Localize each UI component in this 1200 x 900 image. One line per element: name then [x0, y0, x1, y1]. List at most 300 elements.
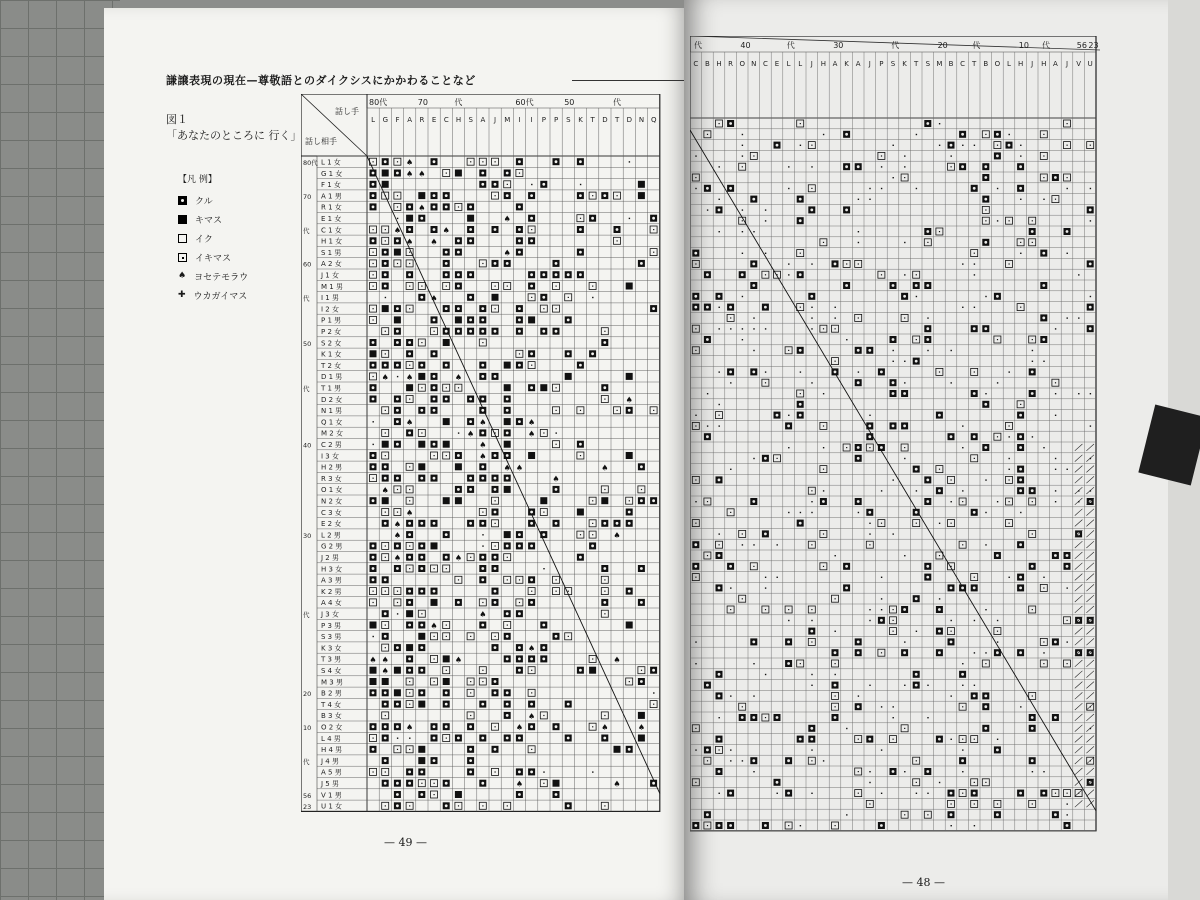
kuru-mark-hole — [764, 824, 767, 827]
ikimasu-mark-dot — [421, 286, 422, 287]
ikimasu-mark-dot — [373, 308, 374, 309]
ikimasu-mark-dot — [811, 490, 812, 491]
kimasu-mark — [553, 780, 560, 787]
dot-mark — [742, 760, 743, 761]
kuru-mark-hole — [518, 737, 521, 740]
side-age-label: 10 — [303, 724, 312, 732]
kuru-mark-hole — [616, 228, 619, 231]
ikimasu-mark-dot — [373, 252, 374, 253]
ikimasu-mark-dot — [1032, 609, 1033, 610]
dot-mark — [835, 307, 836, 308]
kuru-mark-hole — [408, 432, 411, 435]
dot-mark — [927, 685, 928, 686]
kuru-mark-hole — [1031, 716, 1034, 719]
ikimasu-mark-dot — [719, 123, 720, 124]
dot-mark — [730, 328, 731, 329]
kuru-mark-hole — [1031, 565, 1034, 568]
kuru-mark-hole — [834, 716, 837, 719]
kuru-mark-hole — [1031, 371, 1034, 374]
ikimasu-mark-dot — [397, 591, 398, 592]
kuru-mark-hole — [926, 327, 929, 330]
ikimasu-mark-dot — [385, 591, 386, 592]
dot-mark — [1043, 361, 1044, 362]
kuru-mark-hole — [420, 669, 423, 672]
dot-mark — [869, 609, 870, 610]
column-head: R — [419, 116, 425, 124]
ikimasu-mark-dot — [617, 410, 618, 411]
ikimasu-mark-dot — [604, 805, 605, 806]
ikimasu-mark-dot — [556, 579, 557, 580]
ikimasu-mark-dot — [742, 598, 743, 599]
kuru-mark-hole — [834, 263, 837, 266]
kuru-mark-hole — [372, 341, 375, 344]
row-label: C 2 男 — [321, 441, 342, 449]
ikimasu-mark-dot — [592, 726, 593, 727]
kuru-mark-hole — [530, 511, 533, 514]
kuru-mark-hole — [555, 725, 558, 728]
kuru-mark-hole — [555, 635, 558, 638]
kuru-mark-hole — [433, 522, 436, 525]
kuru-mark-hole — [752, 759, 755, 762]
kuru-mark-hole — [694, 543, 697, 546]
ikimasu-mark-dot — [1067, 177, 1068, 178]
dot-mark — [1055, 490, 1056, 491]
kuru-mark-hole — [372, 691, 375, 694]
ikimasu-mark-dot — [985, 209, 986, 210]
kuru-mark-hole — [530, 217, 533, 220]
row-label: D 2 女 — [321, 395, 343, 404]
column-head: C — [762, 60, 768, 68]
kuru-mark-hole — [433, 477, 436, 480]
slash-mark — [1086, 530, 1094, 537]
kuru-mark-hole — [396, 398, 399, 401]
slash-mark — [1086, 520, 1094, 527]
kuru-mark-hole — [481, 624, 484, 627]
column-head: B — [983, 60, 989, 68]
yosetemorau-mark: ♠ — [406, 158, 414, 168]
kuru-mark-hole — [384, 635, 387, 638]
kuru-mark-hole — [469, 319, 472, 322]
kuru-mark-hole — [926, 338, 929, 341]
ikimasu-mark-dot — [719, 749, 720, 750]
ikimasu-mark-dot — [385, 545, 386, 546]
age-group-label: 10 — [1018, 41, 1029, 50]
kuru-mark-hole — [903, 392, 906, 395]
yosetemorau-mark: ♠ — [369, 655, 377, 665]
corner-label-listener: 話し相手 — [305, 137, 337, 146]
ikimasu-mark-dot — [985, 782, 986, 783]
ikimasu-mark-dot — [470, 715, 471, 716]
kuru-mark-hole — [729, 122, 732, 125]
kuru-mark-hole — [469, 330, 472, 333]
cutting-mat-background — [0, 0, 120, 900]
kuru-mark-hole — [518, 206, 521, 209]
dot-mark — [811, 685, 812, 686]
slash-mark — [1075, 725, 1083, 732]
kuru-mark-hole — [518, 669, 521, 672]
kuru-mark-hole — [764, 533, 767, 536]
kimasu-mark — [406, 384, 413, 391]
dot-mark — [1009, 458, 1010, 459]
kuru-mark-hole — [926, 122, 929, 125]
dot-mark — [974, 263, 975, 264]
ikimasu-mark-dot — [482, 670, 483, 671]
dot-mark — [695, 188, 696, 189]
yosetemorau-mark: ♠ — [479, 452, 487, 461]
age-group-label: 代 — [694, 41, 702, 50]
ikimasu-mark-dot — [1032, 695, 1033, 696]
kuru-mark-hole — [433, 590, 436, 593]
dot-mark — [974, 274, 975, 275]
dot-mark — [811, 328, 812, 329]
slash-mark — [1075, 660, 1083, 667]
kuru-mark-hole — [752, 641, 755, 644]
dot-mark — [962, 263, 963, 264]
kuru-mark-hole — [542, 624, 545, 627]
ikimasu-mark-dot — [641, 670, 642, 671]
ikimasu-mark-dot — [507, 579, 508, 580]
kuru-mark-hole — [420, 771, 423, 774]
row-label: J 4 男 — [321, 757, 339, 766]
kuru-mark-hole — [396, 420, 399, 423]
kuru-mark-hole — [481, 556, 484, 559]
column-head: T — [972, 60, 977, 68]
kimasu-mark — [418, 373, 425, 380]
dot-mark — [1032, 361, 1033, 362]
kuru-mark-hole — [372, 364, 375, 367]
dot-mark — [939, 123, 940, 124]
ikimasu-mark-dot — [385, 805, 386, 806]
kuru-mark-hole — [984, 446, 987, 449]
dot-mark — [869, 188, 870, 189]
ikimasu-mark-dot — [495, 523, 496, 524]
yosetemorau-mark: ♠ — [515, 463, 523, 473]
kuru-mark-hole — [445, 194, 448, 197]
ikimasu-mark-dot — [742, 706, 743, 707]
kuru-mark-hole — [420, 567, 423, 570]
dot-mark — [823, 134, 824, 135]
ikimasu-mark-dot — [1043, 177, 1044, 178]
header-rule — [572, 80, 684, 81]
dot-mark — [881, 793, 882, 794]
kuru-mark-hole — [694, 295, 697, 298]
legend-label: イク — [195, 235, 213, 245]
kuru-mark-hole — [396, 804, 399, 807]
kuru-mark-hole — [926, 576, 929, 579]
yosetemorau-mark: ♠ — [406, 372, 414, 382]
kuru-mark-hole — [950, 641, 953, 644]
kuru-mark-hole — [1031, 759, 1034, 762]
dot-mark — [997, 739, 998, 740]
dot-mark — [869, 415, 870, 416]
column-head: C — [693, 60, 699, 68]
dot-mark — [719, 166, 720, 167]
kuru-mark-hole — [506, 172, 509, 175]
dot-mark — [904, 274, 905, 275]
ikimasu-mark-dot — [1090, 145, 1091, 146]
kuru-mark-hole — [372, 454, 375, 457]
ikimasu-mark-dot — [951, 523, 952, 524]
kuru-mark-hole — [926, 479, 929, 482]
kuru-mark-hole — [481, 432, 484, 435]
side-age-label: 50 — [303, 339, 312, 348]
kimasu-mark — [406, 215, 413, 222]
kuru-mark-hole — [973, 587, 976, 590]
dot-mark — [823, 760, 824, 761]
kuru-mark-hole — [481, 782, 484, 785]
ikimasu-mark-dot — [835, 663, 836, 664]
kimasu-mark — [455, 316, 462, 323]
kuru-mark-hole — [640, 465, 643, 468]
column-head: S — [925, 60, 931, 68]
ikimasu-mark-dot — [446, 670, 447, 671]
dot-mark — [409, 738, 410, 739]
dot-mark — [1032, 350, 1033, 351]
kuru-mark-hole — [640, 680, 643, 683]
slash-mark — [1075, 552, 1083, 559]
ikimasu-mark-dot — [653, 252, 654, 253]
kimasu-mark — [431, 542, 438, 549]
column-head: O — [739, 60, 745, 68]
kuru-mark-hole — [445, 206, 448, 209]
kimasu-mark — [540, 497, 547, 504]
dot-mark — [730, 382, 731, 383]
kuru-mark-hole — [542, 533, 545, 536]
column-head: P — [541, 116, 547, 124]
kimasu-mark — [504, 362, 511, 369]
kuru-mark-hole — [518, 771, 521, 774]
dot-mark — [881, 166, 882, 167]
kuru-mark-hole — [694, 252, 697, 255]
dot-mark — [858, 371, 859, 372]
kuru-mark-hole — [1019, 543, 1022, 546]
slash-mark — [1086, 790, 1094, 797]
age-group-label: 代 — [1042, 41, 1050, 50]
dot-mark — [974, 652, 975, 653]
kuru-mark-hole — [433, 725, 436, 728]
ikimasu-mark-dot — [531, 297, 532, 298]
dot-mark — [742, 145, 743, 146]
kuru-mark-hole — [961, 759, 964, 762]
kuru-mark-hole — [372, 386, 375, 389]
ikimasu-mark-dot — [1043, 587, 1044, 588]
ikimasu-mark-dot — [835, 598, 836, 599]
ikimasu-mark-dot — [904, 177, 905, 178]
ikimasu-mark-dot — [777, 274, 778, 275]
kuru-mark-hole — [506, 545, 509, 548]
kimasu-mark — [626, 373, 633, 380]
dot-mark — [997, 501, 998, 502]
dot-mark — [951, 501, 952, 502]
kuru-mark-hole — [591, 217, 594, 220]
dot-mark — [881, 749, 882, 750]
ikimasu-mark-dot — [507, 184, 508, 185]
table-border — [690, 36, 1099, 831]
column-head: L — [1007, 60, 1011, 68]
ikimasu-mark-dot — [858, 317, 859, 318]
kuru-mark-hole — [718, 295, 721, 298]
kuru-mark-hole — [973, 511, 976, 514]
slash-mark — [1086, 703, 1094, 710]
dot-mark — [543, 771, 544, 772]
kuru-mark-hole — [372, 172, 375, 175]
dot-mark — [1032, 771, 1033, 772]
kuru-mark-hole — [961, 133, 964, 136]
dot-mark — [962, 749, 963, 750]
yosetemorau-mark: ♠ — [381, 485, 389, 495]
kuru-mark-hole — [396, 703, 399, 706]
dot-mark — [1055, 393, 1056, 394]
kuru-mark-hole — [938, 630, 941, 633]
ikimasu-mark-dot — [962, 501, 963, 502]
ikimasu-mark-dot — [1009, 220, 1010, 221]
kuru-mark-hole — [857, 705, 860, 708]
kuru-mark-hole — [445, 330, 448, 333]
kimasu-mark — [528, 452, 535, 459]
ikimasu-mark-dot — [974, 458, 975, 459]
ikimasu-mark-dot — [397, 512, 398, 513]
ikimasu-mark-dot — [1032, 501, 1033, 502]
kuru-mark-hole — [530, 194, 533, 197]
kuru-mark-hole — [408, 782, 411, 785]
ikimasu-mark-dot — [385, 432, 386, 433]
ikimasu-mark-dot — [470, 681, 471, 682]
dot-mark — [373, 444, 374, 445]
slash-mark — [1075, 476, 1083, 483]
ikimasu-mark-dot — [997, 436, 998, 437]
age-group-label: 30 — [833, 41, 844, 50]
kimasu-mark — [455, 170, 462, 177]
kimasu-mark — [504, 441, 511, 448]
column-head: N — [751, 60, 757, 68]
row-label: L 1 女 — [321, 158, 341, 167]
row-label: P 1 男 — [321, 316, 342, 325]
ikimasu-mark-dot — [385, 625, 386, 626]
dot-mark — [974, 685, 975, 686]
column-head: A — [480, 116, 486, 124]
ikimasu-mark-dot — [1043, 155, 1044, 156]
dot-mark — [742, 253, 743, 254]
slash-mark — [1086, 692, 1094, 699]
ikimasu-mark-dot — [811, 145, 812, 146]
row-label: J 2 男 — [321, 554, 339, 562]
dot-mark — [788, 447, 789, 448]
row-label: H 3 女 — [321, 565, 343, 574]
ikimasu-mark-dot — [373, 376, 374, 377]
ikimasu-mark-dot — [397, 161, 398, 162]
kimasu-mark — [504, 486, 511, 493]
dot-mark — [719, 793, 720, 794]
slash-mark — [1086, 606, 1094, 613]
dot-mark — [916, 134, 917, 135]
kuru-mark-hole — [718, 824, 721, 827]
kuru-mark-hole — [741, 716, 744, 719]
side-age-label: 70 — [303, 192, 312, 201]
slash-mark — [1075, 757, 1083, 764]
ikimasu-mark-dot — [962, 544, 963, 545]
legend-item — [178, 267, 248, 286]
kuru-mark-hole — [752, 716, 755, 719]
kimasu-mark — [370, 667, 377, 674]
slash-mark — [1086, 725, 1094, 732]
slash-mark — [1075, 606, 1083, 613]
slash-mark — [1075, 800, 1083, 807]
dot-mark — [765, 328, 766, 329]
legend-label: イキマス — [195, 254, 232, 264]
row-label: H 1 女 — [321, 237, 343, 246]
ikimasu-mark-dot — [695, 523, 696, 524]
ikimasu-mark-dot — [556, 591, 557, 592]
row-label: D 1 男 — [321, 373, 343, 382]
yosetemorau-mark: ♠ — [454, 372, 462, 382]
ikimasu-mark-dot — [617, 195, 618, 196]
row-label: O 1 女 — [321, 486, 343, 495]
ikimasu-mark-dot — [409, 704, 410, 705]
kuru-mark-hole — [384, 691, 387, 694]
ikimasu-mark-dot — [939, 555, 940, 556]
kuru-mark-hole — [433, 398, 436, 401]
kuru-mark-hole — [706, 187, 709, 190]
kuru-mark-hole — [603, 601, 606, 604]
kuru-mark-hole — [1019, 414, 1022, 417]
ikimasu-mark-dot — [707, 134, 708, 135]
ikimasu-mark-dot — [730, 512, 731, 513]
slash-mark — [1086, 444, 1094, 451]
kuru-mark-hole — [857, 651, 860, 654]
kuru-mark-hole — [938, 414, 941, 417]
kimasu-mark — [382, 305, 389, 312]
dot-mark — [951, 350, 952, 351]
row-label: L 4 男 — [321, 734, 341, 743]
ikimasu-mark-dot — [373, 274, 374, 275]
kimasu-mark — [370, 350, 377, 357]
ikimasu-mark-dot — [974, 803, 975, 804]
kuru-mark-hole — [408, 771, 411, 774]
dot-mark — [788, 263, 789, 264]
ikimasu-mark-dot — [543, 308, 544, 309]
kuru-mark-hole — [845, 133, 848, 136]
dot-mark — [858, 231, 859, 232]
legend-item — [178, 191, 248, 210]
age-group-label: 代 — [786, 41, 795, 50]
kuru-mark-hole — [567, 703, 570, 706]
column-head: T — [590, 116, 595, 124]
dot-mark — [846, 339, 847, 340]
kuru-mark-hole — [396, 239, 399, 242]
kuru-mark-hole — [396, 307, 399, 310]
kuru-mark-hole — [787, 641, 790, 644]
kuru-mark-hole — [787, 662, 790, 665]
kuru-mark-hole — [810, 727, 813, 730]
ikimasu-mark-dot — [1067, 793, 1068, 794]
kuru-mark-hole — [384, 782, 387, 785]
row-label: M 2 女 — [321, 429, 343, 438]
dot-mark — [823, 447, 824, 448]
kuru-mark-hole — [481, 477, 484, 480]
ikimasu-mark-dot — [800, 253, 801, 254]
column-head: S — [468, 116, 473, 124]
kuru-mark-hole — [542, 330, 545, 333]
kimasu-mark — [418, 757, 425, 764]
ikimasu-mark-dot — [800, 307, 801, 308]
kuru-mark-hole — [481, 319, 484, 322]
kuru-mark-hole — [408, 556, 411, 559]
ikimasu-mark-dot — [409, 308, 410, 309]
kuru-mark-hole — [950, 144, 953, 147]
kuru-mark-hole — [518, 239, 521, 242]
ikimasu-mark-dot — [823, 425, 824, 426]
kuru-mark-hole — [799, 198, 802, 201]
